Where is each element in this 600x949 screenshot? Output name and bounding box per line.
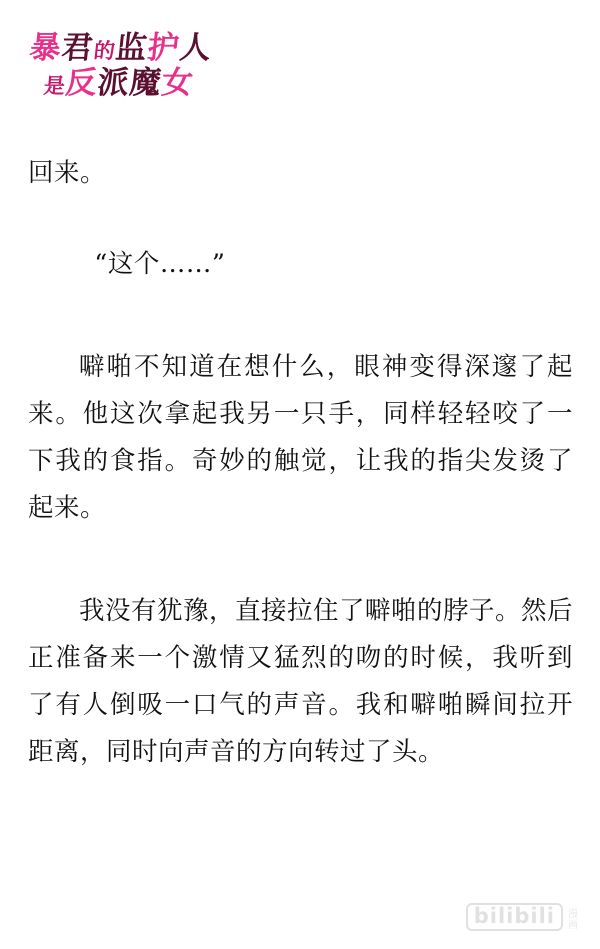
title-char-2: 君 <box>59 30 96 66</box>
title-logo-line-2 <box>44 57 194 102</box>
title-char-4: 监 <box>113 30 150 66</box>
paragraph-1: 回来。 <box>28 158 107 188</box>
title-char-9: 派 <box>95 65 132 101</box>
watermark-cn-line-2: 画 <box>568 920 578 931</box>
paragraph-2-dialogue: “这个……” <box>94 249 226 279</box>
story-text-body <box>28 150 573 820</box>
watermark-cn-line-1: 漫 <box>568 909 578 920</box>
bilibili-watermark <box>466 903 578 931</box>
watermark-cn-label <box>568 909 578 931</box>
title-char-10: 魔 <box>127 65 164 101</box>
paragraph-3: 噼啪不知道在想什么，眼神变得深邃了起来。他这次拿起我另一只手，同样轻轻咬了一下我的食指。奇妙的触觉，让我的指尖发烫了起来。 <box>28 352 573 523</box>
title-char-7: 是 <box>42 73 68 98</box>
title-char-1: 暴 <box>27 30 64 66</box>
title-char-11: 女 <box>159 65 196 101</box>
title-char-3: 的 <box>92 38 118 63</box>
title-char-6: 人 <box>177 30 214 66</box>
title-char-5: 护 <box>145 30 182 66</box>
paragraph-4: 我没有犹豫，直接拉住了噼啪的脖子。然后正准备来一个激情又猛烈的吻的时候，我听到了有人倒吸一口气的声音。我和噼啪瞬间拉开距离，同时向声音的方向转过了头。 <box>28 596 574 767</box>
title-char-8: 反 <box>63 65 100 101</box>
series-title-logo <box>27 22 260 101</box>
bilibili-logo-icon: bilibili <box>466 903 563 931</box>
